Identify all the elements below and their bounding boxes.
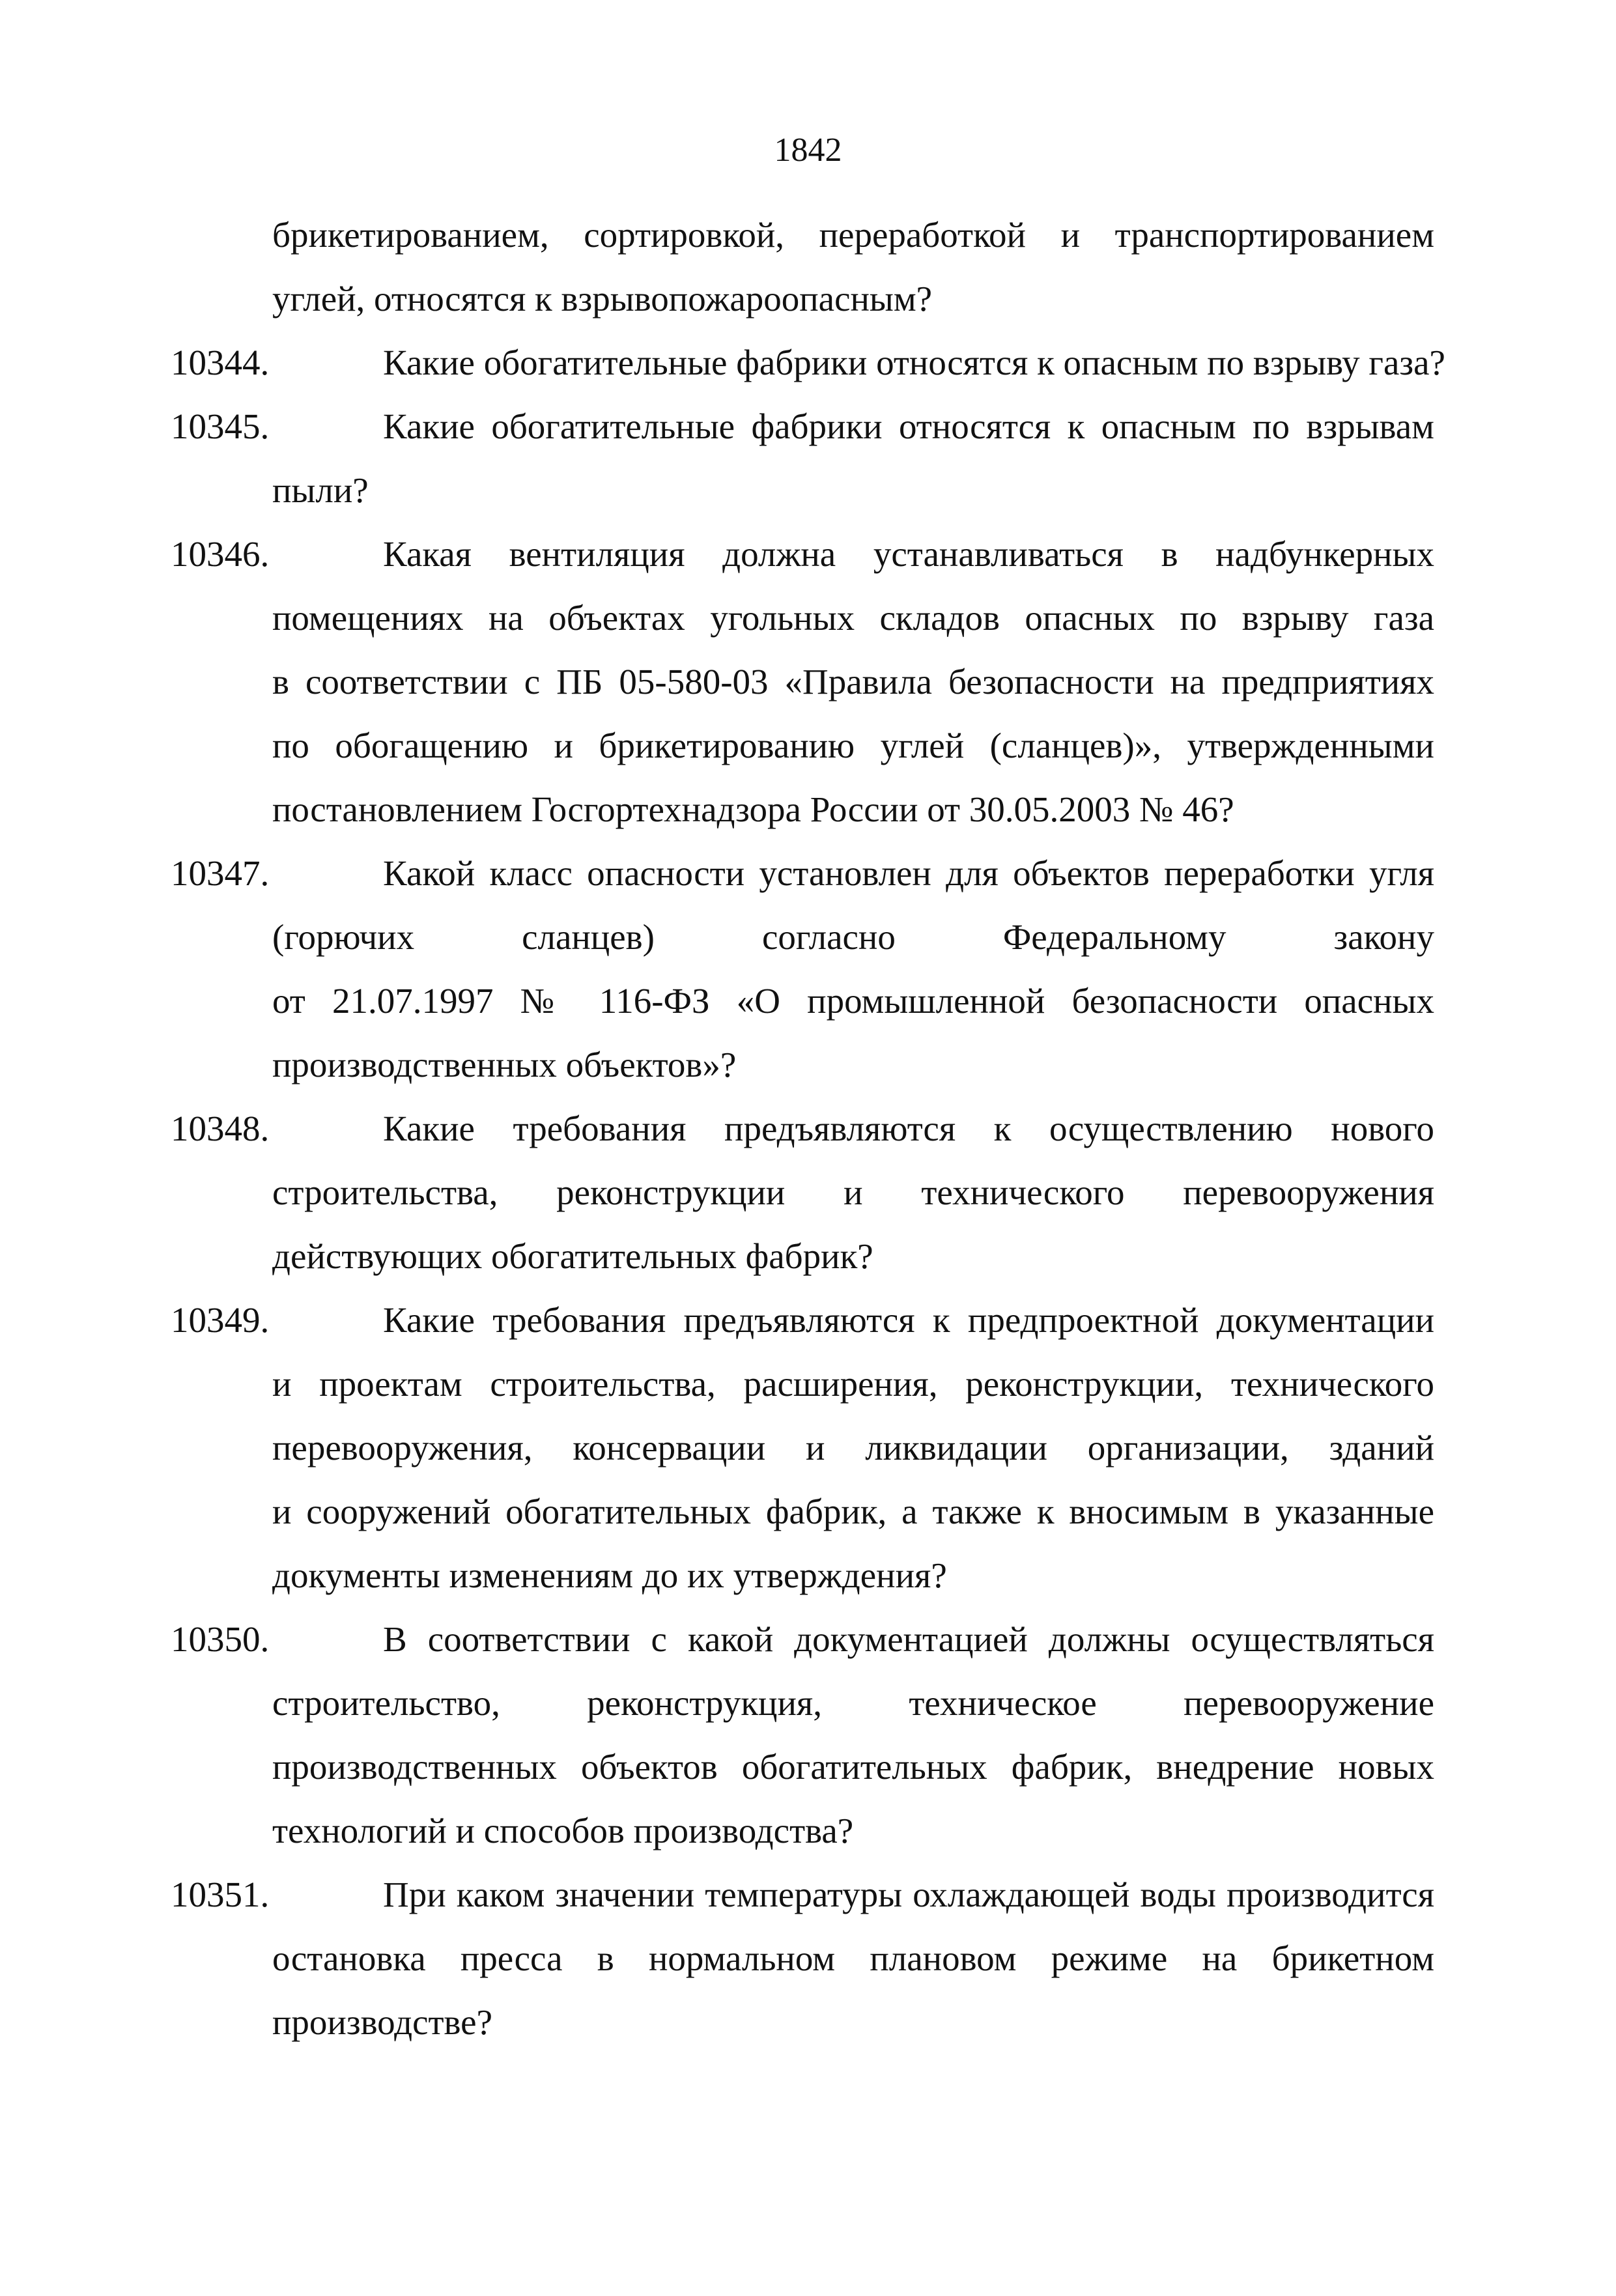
question-item (171, 331, 1445, 395)
page-number: 1842 (774, 132, 842, 169)
question-text-line: При каком значении температуры охлаждающей воды производится (383, 1875, 1434, 1914)
question-text-line: перевооружения, консервации и ликвидации организации, зданий (272, 1428, 1434, 1467)
question-number: 10350. (171, 1619, 270, 1659)
question-text-line: в соответствии с ПБ 05-580-03 «Правила безопасности на предприятиях (272, 662, 1434, 702)
question-text-line: Какие требования предъявляются к осуществлению нового (383, 1109, 1434, 1148)
question-number: 10349. (171, 1300, 270, 1340)
question-item (171, 1097, 1434, 1288)
question-item (171, 1608, 1434, 1863)
text-line: брикетированием, сортировкой, переработкой и транспортированием (272, 215, 1434, 255)
question-text-line: В соответствии с какой документацией должны осуществляться (383, 1619, 1434, 1659)
question-text-line: Какие требования предъявляются к предпроектной документации (383, 1300, 1434, 1340)
question-text-line: и проектам строительства, расширения, реконструкции, технического (272, 1364, 1434, 1404)
question-text-line: помещениях на объектах угольных складов опасных по взрыву газа (272, 598, 1434, 638)
question-text-line: производственных объектов»? (272, 1045, 737, 1084)
text-line: углей, относятся к взрывопожароопасным? (272, 279, 933, 319)
question-text-line: действующих обогатительных фабрик? (272, 1236, 873, 1276)
question-text-line: и сооружений обогатительных фабрик, а также к вносимым в указанные (272, 1492, 1434, 1531)
question-number: 10351. (171, 1875, 270, 1914)
question-item (171, 1863, 1434, 2054)
question-item (171, 395, 1434, 522)
question-number: 10345. (171, 406, 270, 446)
question-text-line: Какая вентиляция должна устанавливаться в надбункерных (383, 534, 1434, 574)
question-item (171, 1288, 1434, 1608)
question-text-line: (горючих сланцев) согласно Федеральному закону (272, 917, 1434, 957)
question-number: 10347. (171, 853, 270, 893)
question-text-line: Какой класс опасности установлен для объектов переработки угля (383, 853, 1434, 893)
question-list (171, 203, 1445, 2054)
question-number: 10344. (171, 343, 270, 382)
question-number: 10346. (171, 534, 270, 574)
question-text-line: Какие обогатительные фабрики относятся к опасным по взрыву газа? (383, 343, 1445, 382)
question-text-line: от 21.07.1997 № 116-ФЗ «О промышленной безопасности опасных (272, 981, 1434, 1021)
question-item (171, 842, 1434, 1097)
question-text-line: документы изменениям до их утверждения? (272, 1555, 947, 1595)
question-text-line: остановка пресса в нормальном плановом режиме на брикетном (272, 1938, 1434, 1978)
question-text-line: производстве? (272, 2002, 493, 2042)
question-text-line: Какие обогатительные фабрики относятся к опасным по взрывам (383, 406, 1434, 446)
question-text-line: технологий и способов производства? (272, 1811, 854, 1850)
question-number: 10348. (171, 1109, 270, 1148)
question-text-line: строительства, реконструкции и технического перевооружения (272, 1172, 1434, 1212)
question-text-line: постановлением Госгортехнадзора России от 30.05.2003 № 46? (272, 789, 1234, 829)
continuation-paragraph (221, 203, 1434, 331)
question-item (171, 522, 1434, 842)
question-text-line: производственных объектов обогатительных фабрик, внедрение новых (272, 1747, 1434, 1787)
question-text-line: пыли? (272, 470, 369, 510)
question-text-line: по обогащению и брикетированию углей (сланцев)», утвержденными (272, 726, 1434, 765)
question-text-line: строительство, реконструкция, техническое перевооружение (272, 1683, 1434, 1723)
